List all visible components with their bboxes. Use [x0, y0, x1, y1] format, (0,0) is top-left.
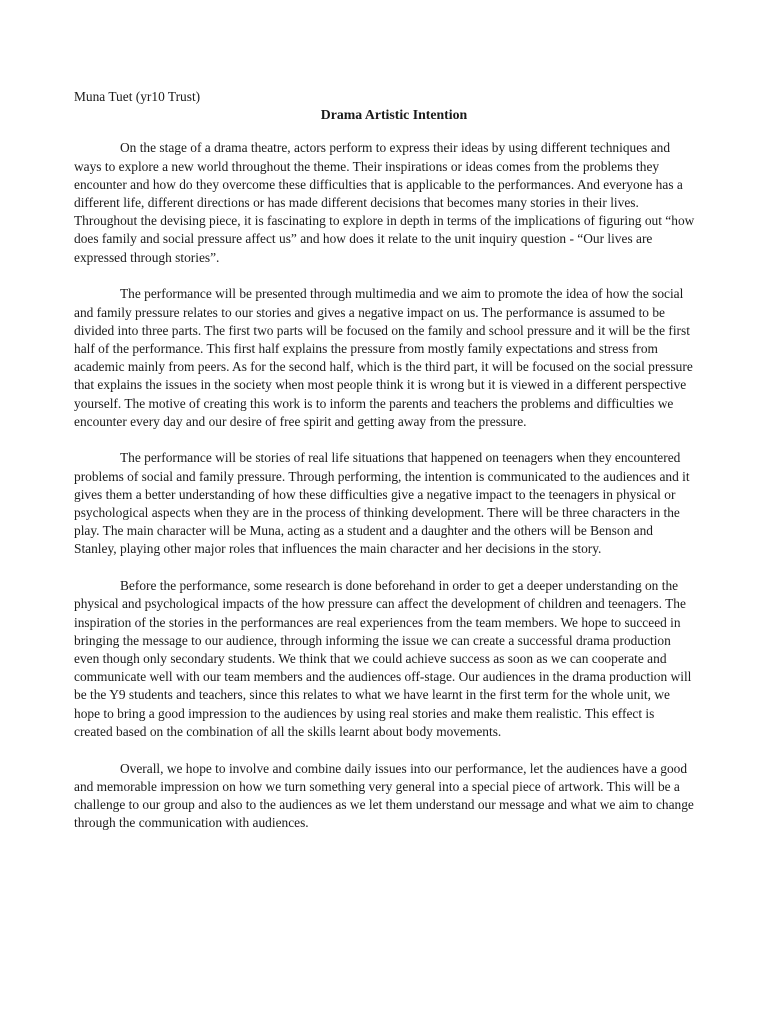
- paragraph-3: The performance will be stories of real life situations that happened on teenagers when they encountered problems of social and family pressure. Through performing, the intention is communicated to the audiences and it gives them a better understanding of how these difficulties give a negative impact to the teenagers in physical or psychological aspects when they are in the process of thinking development. There will be three characters in the play. The main character will be Muna, acting as a student and a daughter and the others will be Benson and Stanley, playing other major roles that influences the main character and her decisions in the story.: [74, 450, 690, 557]
- paragraph-2: The performance will be presented through multimedia and we aim to promote the idea of how the social and family pressure relates to our stories and gives a negative impact on us. The performance is assumed to be divided into three parts. The first two parts will be focused on the family and school pressure and it will be the first half of the performance. This first half explains the pressure from mostly family expectations and stress from academic mainly from peers. As for the second half, which is the third part, it will be focused on the social pressure that explains the issues in the society when most people think it is wrong but it is viewed in a different perspective yourself. The motive of creating this work is to inform the parents and teachers the problems and difficulties we encounter every day and our desire of free spirit and getting away from the pressure.: [74, 286, 693, 429]
- paragraph-5: Overall, we hope to involve and combine daily issues into our performance, let the audiences have a good and memorable impression on how we turn something very general into a special piece of artwork. This will be a challenge to our group and also to the audiences as we let them understand our message and what we aim to change through the communication with audiences.: [74, 760, 694, 831]
- document-title: Drama Artistic Intention: [320, 107, 468, 123]
- document-page: [74, 88, 696, 851]
- paragraph-1: On the stage of a drama theatre, actors perform to express their ideas by using different techniques and ways to explore a new world throughout the theme. Their inspirations or ideas comes from the problems they encounter and how do they overcome these difficulties that is applicable to the performances. And everyone has a different life, different directions or has made different decisions that becomes many stories in their lives. Throughout the devising piece, it is fascinating to explore in depth in terms of the implications of figuring out “how does family and social pressure affect us” and how does it relate to the unit inquiry question - “Our lives are expressed through stories”.: [74, 140, 695, 265]
- paragraph-4: Before the performance, some research is done beforehand in order to get a deeper understanding on the physical and psychological impacts of the how pressure can affect the development of children and teenagers. The inspiration of the stories in the performances are real experiences from the team members. We hope to succeed in bringing the message to our audience, through informing the issue we can create a successful drama production even though only secondary students. We think that we could achieve success as soon as we can cooperate and communicate well with our team members and the audiences off-stage. Our audiences in the drama production will be the Y9 students and teachers, since this relates to what we have learnt in the first term for the whole unit, we hope to bring a good impression to the audiences by using real stories and make them realistic. This effect is created based on the combination of all the skills learnt about body movements.: [74, 578, 692, 739]
- author-line: Muna Tuet (yr10 Trust): [74, 89, 201, 104]
